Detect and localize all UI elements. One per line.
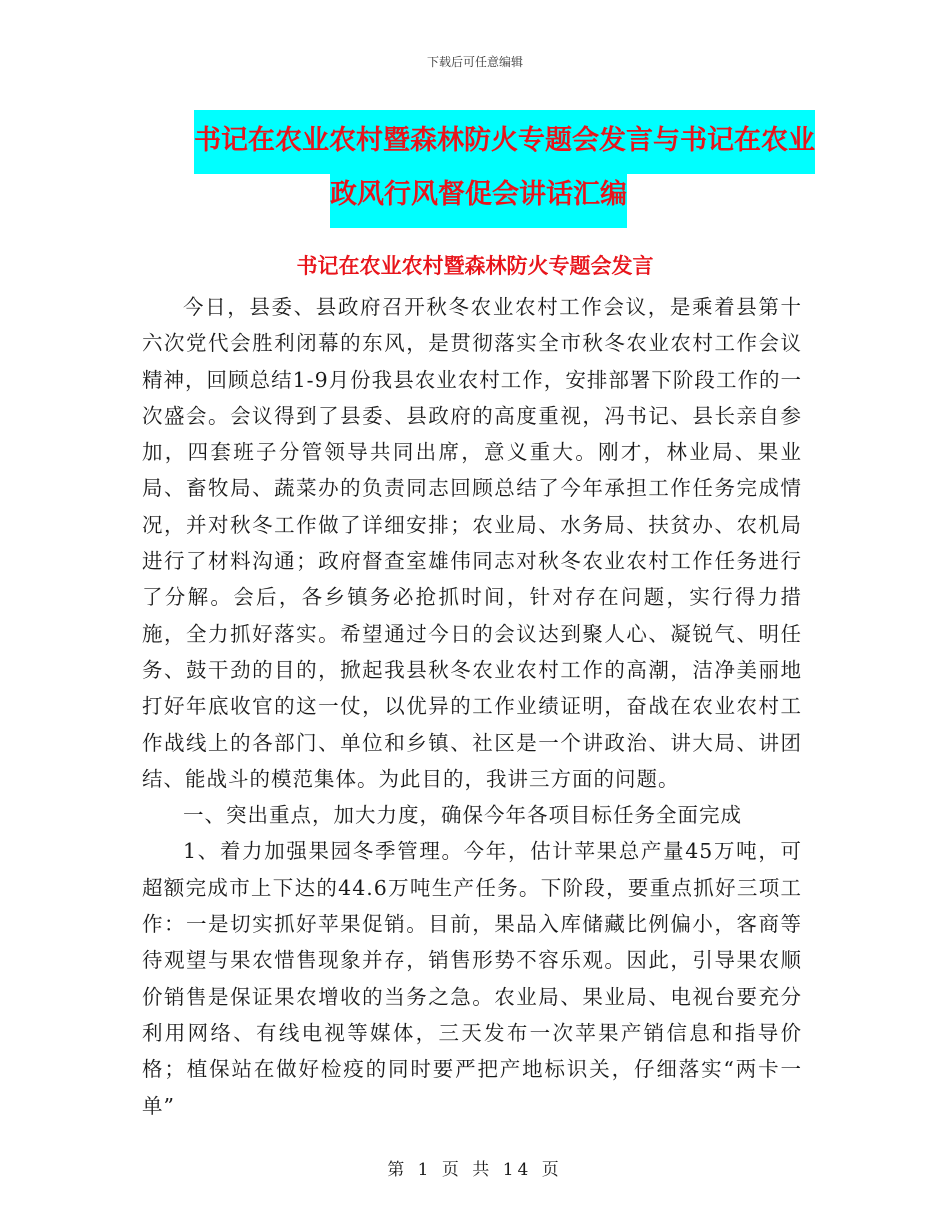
page-header-note: 下载后可任意编辑 [426, 55, 523, 69]
body-paragraph: 1、着力加强果园冬季管理。今年，估计苹果总产量45万吨，可超额完成市上下达的44.6万吨生产任务。下阶段，要重点抓好三项工作：一是切实抓好苹果促销。目前，果品入库储藏比例偏小，客商等待观望与果农惜售现象并存，销售形势不容乐观。因此，引导果农顺价销售是保证果农增收的当务之急。农业局、果业局、电视台要充分利用网络、有线电视等媒体，三天发布一次苹果产销信息和指导价格；植保站在做好检疫的同时要严把产地标识关，仔细落实“两卡一单” [142, 839, 802, 1118]
document-title-line-1: 书记在农业农村暨森林防火专题会发言与书记在农业 [194, 110, 815, 174]
document-title-line-2: 政风行风督促会讲话汇编 [330, 164, 627, 228]
section-title: 书记在农业农村暨森林防火专题会发言 [296, 254, 654, 278]
body-paragraph: 今日，县委、县政府召开秋冬农业农村工作会议，是乘着县第十六次党代会胜利闭幕的东风，是贯彻落实全市秋冬农业农村工作会议精神，回顾总结1-9月份我县农业农村工作，安排部署下阶段工作的一次盛会。会议得到了县委、县政府的高度重视，冯书记、县长亲自参加，四套班子分管领导共同出席，意义重大。刚才，林业局、果业局、畜牧局、蔬菜办的负责同志回顾总结了今年承担工作任务完成情况，并对秋冬工作做了详细安排；农业局、水务局、扶贫办、农机局进行了材料沟通；政府督查室雄伟同志对秋冬农业农村工作任务进行了分解。会后，各乡镇务必抢抓时间，针对存在问题，实行得力措施，全力抓好落实。希望通过今日的会议达到聚人心、凝锐气、明任务、鼓干劲的目的，掀起我县秋冬农业农村工作的高潮，洁净美丽地打好年底收官的这一仗，以优异的工作业绩证明，奋战在农业农村工作战线上的各部门、单位和乡镇、社区是一个讲政治、讲大局、讲团结、能战斗的模范集体。为此目的，我讲三方面的问题。 [142, 295, 802, 791]
page-number-footer: 第 1 页 共 14 页 [387, 1160, 563, 1180]
document-body [142, 289, 802, 1124]
body-paragraph: 一、突出重点，加大力度，确保今年各项目标任务全面完成 [183, 803, 742, 828]
